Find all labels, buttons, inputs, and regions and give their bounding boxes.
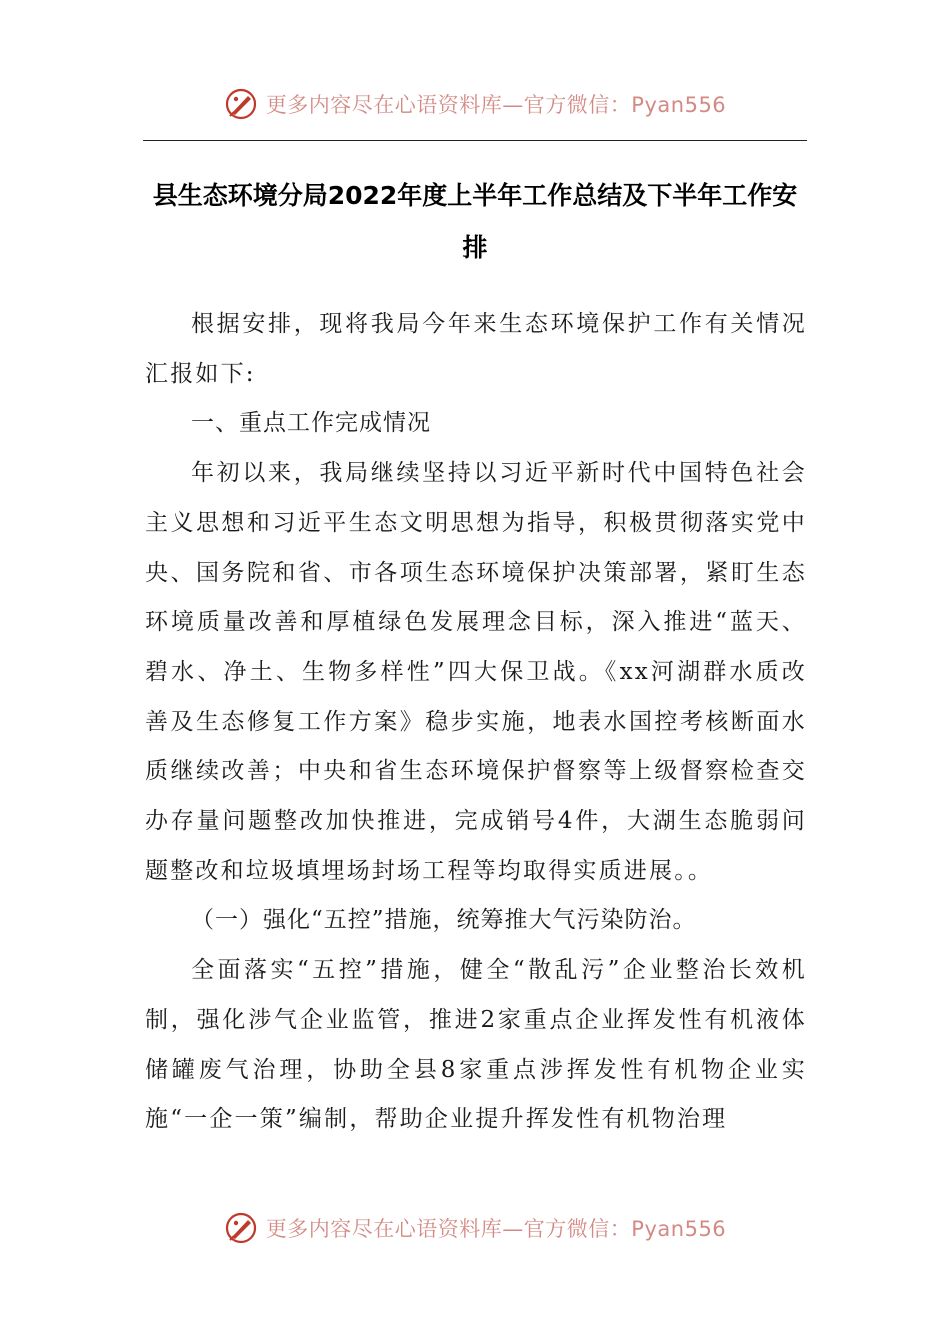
body-paragraph: 全面落实“五控”措施，健全“散乱污”企业整治长效机制，强化涉气企业监管，推进2家重点企业挥发性有机液体储罐废气治理，协助全县8家重点涉挥发性有机物企业实施“一企一策”编制，帮助企业提升挥发性有机物治理: [145, 957, 807, 1133]
header-divider: [143, 140, 807, 141]
quill-circle-icon: [224, 87, 258, 121]
document-title: 县生态环境分局2022年度上半年工作总结及下半年工作安排: [152, 181, 798, 262]
document-body: [145, 300, 807, 1145]
header-watermark: [0, 84, 950, 124]
watermark-text: 更多内容尽在心语资料库—官方微信：Pyan556: [265, 93, 727, 117]
body-paragraph: 年初以来，我局继续坚持以习近平新时代中国特色社会主义思想和习近平生态文明思想为指导，积极贯彻落实党中央、国务院和省、市各项生态环境保护决策部署，紧盯生态环境质量改善和厚植绿色发展理念目标，深入推进“蓝天、碧水、净土、生物多样性”四大保卫战。《xx河湖群水质改善及生态修复工作方案》稳步实施，地表水国控考核断面水质继续改善；中央和省生态环境保护督察等上级督察检查交办存量问题整改加快推进，完成销号4件，大湖生态脆弱问题整改和垃圾填埋场封场工程等均取得实质进展。。: [145, 460, 807, 884]
watermark-text: 更多内容尽在心语资料库—官方微信：Pyan556: [265, 1217, 727, 1241]
section-heading: 一、重点工作完成情况: [191, 410, 431, 437]
subsection-heading: （一）强化“五控”措施，统筹推大气污染防治。: [191, 907, 697, 934]
intro-paragraph: 根据安排，现将我局今年来生态环境保护工作有关情况汇报如下:: [145, 311, 807, 387]
quill-circle-icon: [224, 1211, 258, 1245]
footer-watermark: [0, 1208, 950, 1248]
